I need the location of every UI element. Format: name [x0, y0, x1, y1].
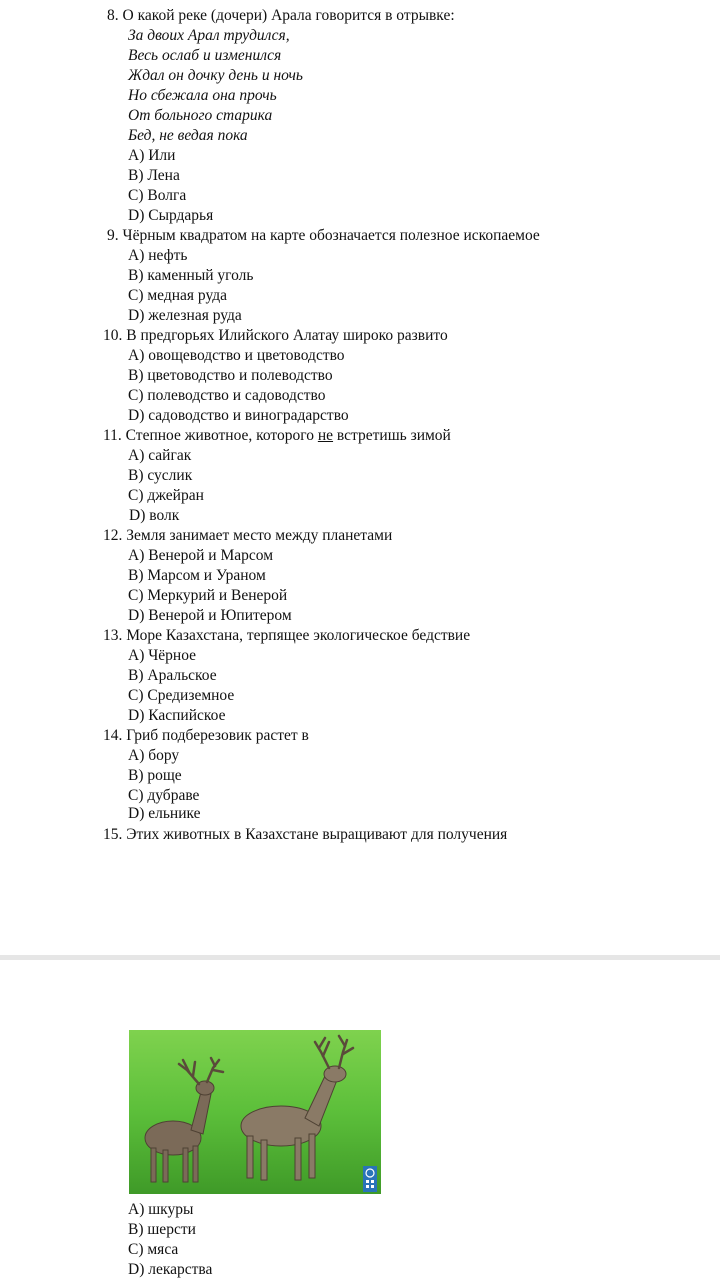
answer-option: A) сайгак — [128, 447, 192, 464]
answer-option: A) Венерой и Марсом — [128, 547, 274, 564]
answer-option: C) мяса — [128, 1241, 179, 1258]
question-9: 9. Чёрным квадратом на карте обозначается полезное ископаемое — [107, 227, 540, 244]
poem-line: От больного старика — [128, 107, 273, 124]
poem-line: Ждал он дочку день и ночь — [128, 67, 303, 84]
answer-option: D) лекарства — [128, 1261, 213, 1278]
answer-option: B) Аральское — [128, 667, 217, 684]
answer-option: B) каменный уголь — [128, 267, 254, 284]
answer-option: A) Чёрное — [128, 647, 197, 664]
answer-option: A) бору — [128, 747, 180, 764]
answer-option: A) овощеводство и цветоводство — [128, 347, 345, 364]
answer-option: D) ельнике — [128, 805, 201, 822]
deer-photo — [129, 1030, 381, 1194]
poem-line: Весь ослаб и изменился — [128, 47, 282, 64]
question-14: 14. Гриб подберезовик растет в — [103, 727, 309, 744]
question-13: 13. Море Казахстана, терпящее экологическое бедствие — [103, 627, 471, 644]
answer-option: C) дубраве — [128, 787, 200, 804]
answer-option: B) шерсти — [128, 1221, 196, 1238]
answer-option: D) Каспийское — [128, 707, 226, 724]
answer-option: B) суслик — [128, 467, 193, 484]
answer-option: A) шкуры — [128, 1201, 194, 1218]
answer-option: A) Или — [128, 147, 176, 164]
question-11-text-end: встретишь зимой — [333, 427, 451, 444]
answer-option: B) Лена — [128, 167, 180, 184]
answer-option: D) железная руда — [128, 307, 242, 324]
answer-option: B) цветоводство и полеводство — [128, 367, 333, 384]
answer-option: D) Венерой и Юпитером — [128, 607, 292, 624]
question-10: 10. В предгорьях Илийского Алатау широко развито — [103, 327, 448, 344]
poem-line: За двоих Арал трудился, — [128, 27, 290, 44]
question-8: 8. О какой реке (дочери) Арала говорится в отрывке: — [107, 7, 455, 24]
answer-option: D) волк — [129, 507, 180, 524]
answer-option: B) Марсом и Ураном — [128, 567, 266, 584]
underlined-word: не — [317, 427, 334, 444]
question-11 — [103, 426, 451, 446]
undp-logo-icon — [363, 1166, 377, 1192]
question-15: 15. Этих животных в Казахстане выращивают для получения — [103, 826, 508, 843]
answer-option: C) Меркурий и Венерой — [128, 587, 288, 604]
answer-option: C) Волга — [128, 187, 187, 204]
question-11-text: 11. Степное животное, которого — [103, 427, 318, 444]
document-page-2 — [0, 960, 720, 1280]
answer-option: A) нефть — [128, 247, 188, 264]
question-12: 12. Земля занимает место между планетами — [103, 527, 393, 544]
answer-option: C) медная руда — [128, 287, 228, 304]
answer-option: D) Сырдарья — [128, 207, 214, 224]
poem-line: Но сбежала она прочь — [128, 87, 277, 104]
answer-option: D) садоводство и виноградарство — [128, 407, 349, 424]
answer-option: C) джейран — [128, 487, 204, 504]
answer-option: C) полеводство и садоводство — [128, 387, 326, 404]
poem-line: Бед, не ведая пока — [128, 127, 248, 144]
answer-option: C) Средиземное — [128, 687, 235, 704]
answer-option: B) роще — [128, 767, 182, 784]
